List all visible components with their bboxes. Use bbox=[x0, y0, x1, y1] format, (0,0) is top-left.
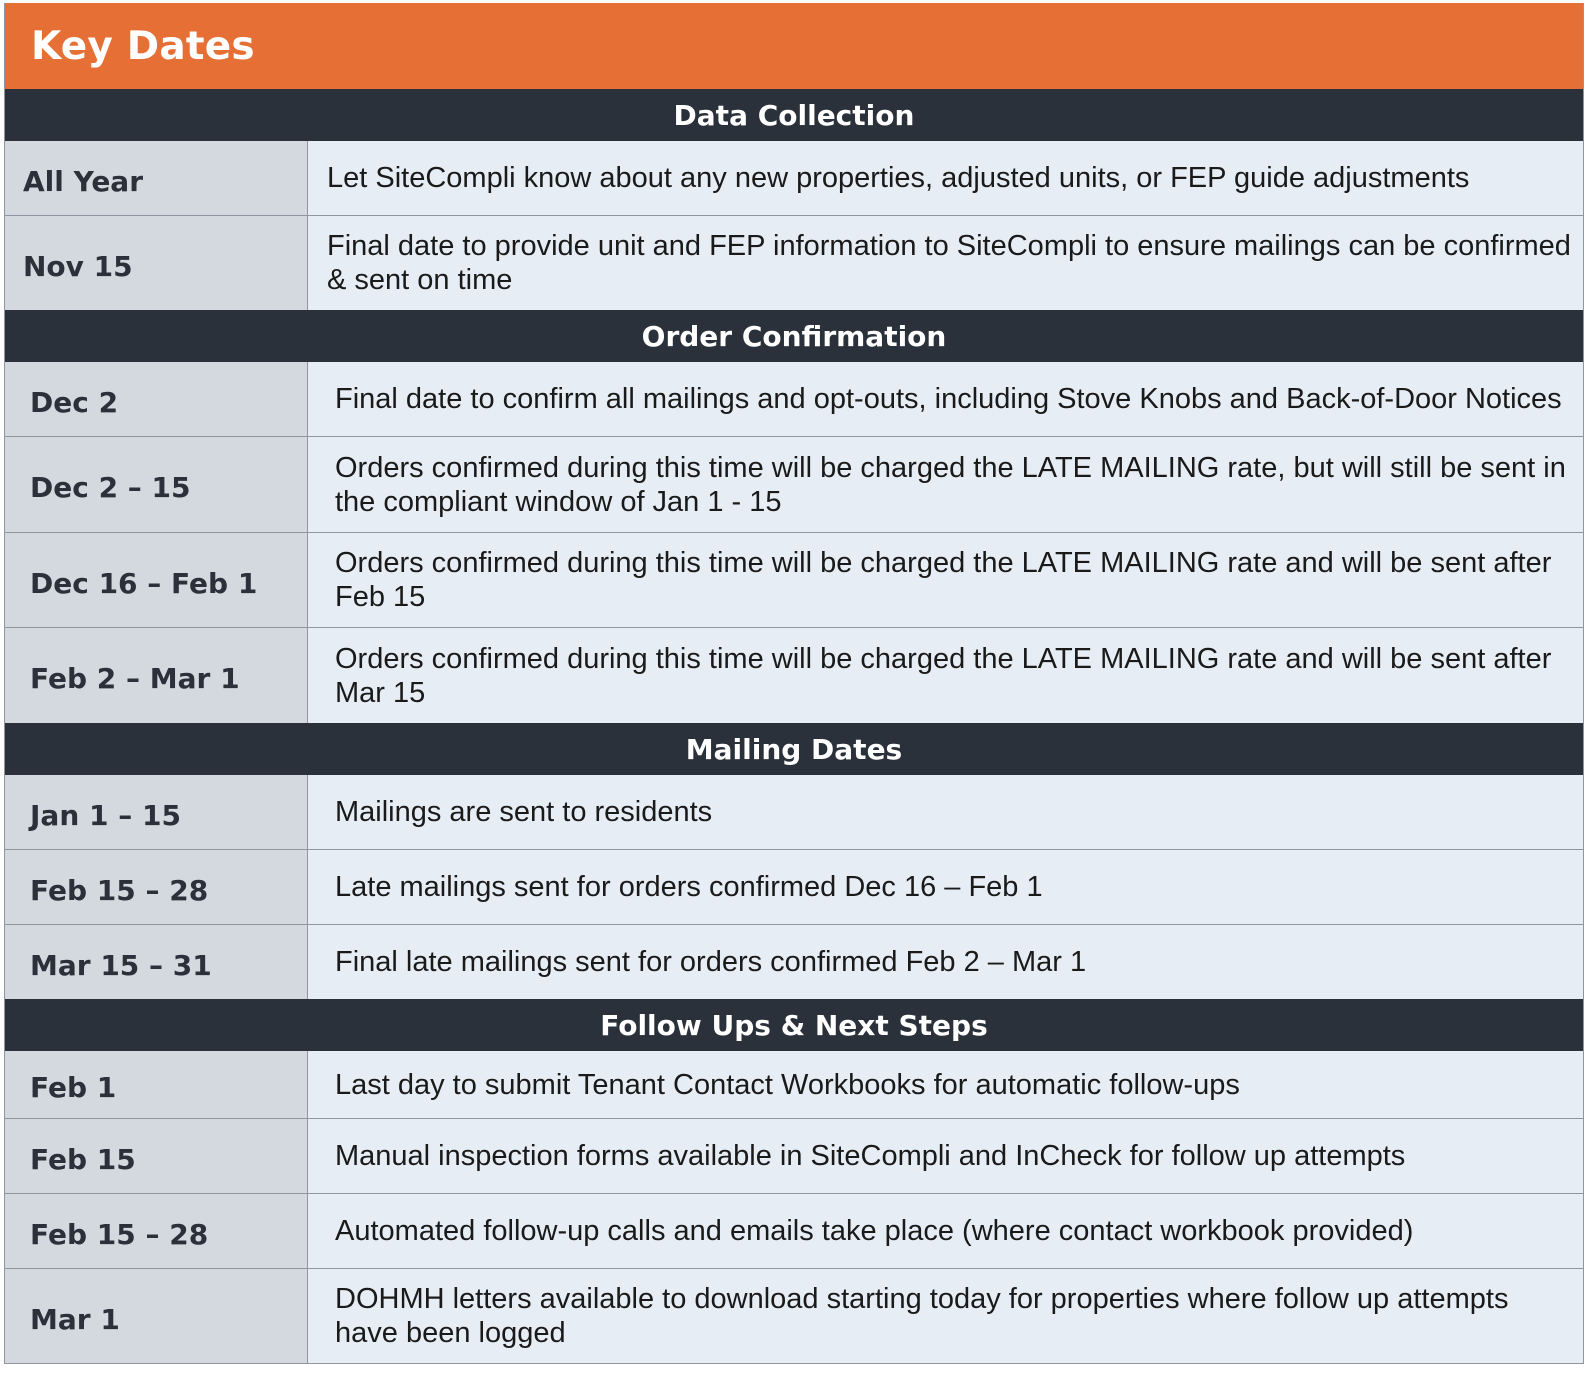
date-cell: Nov 15 bbox=[5, 216, 308, 310]
description-cell: Final late mailings sent for orders confirmed Feb 2 – Mar 1 bbox=[308, 925, 1583, 999]
date-cell: Feb 15 – 28 bbox=[5, 850, 308, 924]
description-cell: DOHMH letters available to download starting today for properties where follow up attempts have been logged bbox=[308, 1269, 1583, 1363]
table-row bbox=[5, 436, 1583, 532]
description-cell: Manual inspection forms available in SiteCompli and InCheck for follow up attempts bbox=[308, 1119, 1583, 1193]
section-heading: Follow Ups & Next Steps bbox=[5, 999, 1583, 1051]
table-row bbox=[5, 775, 1583, 849]
section-heading: Mailing Dates bbox=[5, 723, 1583, 775]
section-heading: Data Collection bbox=[5, 89, 1583, 141]
table-row bbox=[5, 1051, 1583, 1118]
table-row bbox=[5, 141, 1583, 215]
date-cell: Dec 2 bbox=[5, 362, 308, 436]
date-cell: Feb 1 bbox=[5, 1051, 308, 1118]
key-dates-table bbox=[4, 3, 1584, 1364]
page-title: Key Dates bbox=[5, 3, 1583, 89]
date-cell: All Year bbox=[5, 141, 308, 215]
table-row bbox=[5, 215, 1583, 310]
date-cell: Feb 15 bbox=[5, 1119, 308, 1193]
description-cell: Mailings are sent to residents bbox=[308, 775, 1583, 849]
date-cell: Feb 2 – Mar 1 bbox=[5, 628, 308, 723]
description-cell: Last day to submit Tenant Contact Workbooks for automatic follow-ups bbox=[308, 1051, 1583, 1118]
description-cell: Let SiteCompli know about any new properties, adjusted units, or FEP guide adjustments bbox=[308, 141, 1583, 215]
description-cell: Automated follow-up calls and emails take place (where contact workbook provided) bbox=[308, 1194, 1583, 1268]
table-row bbox=[5, 849, 1583, 924]
table-row bbox=[5, 1118, 1583, 1193]
table-row bbox=[5, 627, 1583, 723]
section-mailing-dates bbox=[5, 723, 1583, 999]
table-row bbox=[5, 362, 1583, 436]
date-cell: Feb 15 – 28 bbox=[5, 1194, 308, 1268]
date-cell: Mar 1 bbox=[5, 1269, 308, 1363]
table-row bbox=[5, 924, 1583, 999]
date-cell: Jan 1 – 15 bbox=[5, 775, 308, 849]
section-heading: Order Confirmation bbox=[5, 310, 1583, 362]
description-cell: Orders confirmed during this time will be charged the LATE MAILING rate, but will still be sent in the compliant window of Jan 1 - 15 bbox=[308, 437, 1583, 532]
description-cell: Final date to provide unit and FEP information to SiteCompli to ensure mailings can be confirmed & sent on time bbox=[308, 216, 1583, 310]
description-cell: Orders confirmed during this time will be charged the LATE MAILING rate and will be sent after Mar 15 bbox=[308, 628, 1583, 723]
date-cell: Dec 16 – Feb 1 bbox=[5, 533, 308, 627]
section-data-collection bbox=[5, 89, 1583, 310]
table-row bbox=[5, 1268, 1583, 1363]
table-row bbox=[5, 1193, 1583, 1268]
date-cell: Dec 2 – 15 bbox=[5, 437, 308, 532]
section-follow-ups bbox=[5, 999, 1583, 1363]
description-cell: Final date to confirm all mailings and opt-outs, including Stove Knobs and Back-of-Door Notices bbox=[308, 362, 1583, 436]
description-cell: Orders confirmed during this time will be charged the LATE MAILING rate and will be sent after Feb 15 bbox=[308, 533, 1583, 627]
description-cell: Late mailings sent for orders confirmed Dec 16 – Feb 1 bbox=[308, 850, 1583, 924]
table-row bbox=[5, 532, 1583, 627]
section-order-confirmation bbox=[5, 310, 1583, 723]
date-cell: Mar 15 – 31 bbox=[5, 925, 308, 999]
